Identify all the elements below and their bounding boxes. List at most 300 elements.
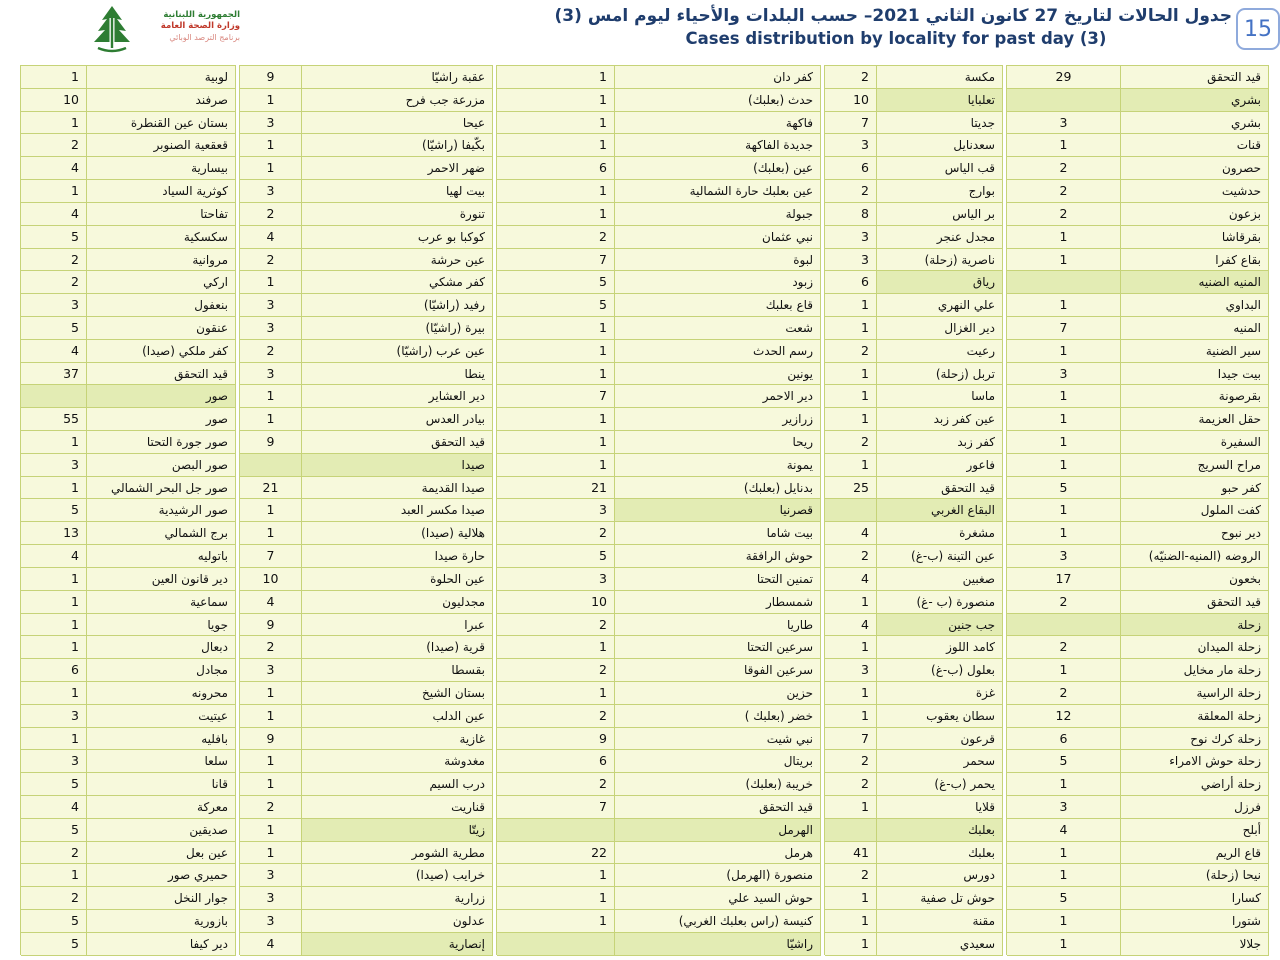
locality-name-cell: ماسا (877, 385, 1003, 408)
locality-name-cell: مكسة (877, 66, 1003, 89)
locality-name-cell: بيسارية (87, 157, 236, 180)
locality-name-cell: مزرعة جب فرح (302, 89, 493, 112)
case-count-cell: 41 (825, 842, 877, 865)
case-count-cell: 5 (497, 545, 615, 568)
case-count-cell: 3 (240, 363, 302, 386)
case-count-cell: 2 (21, 134, 87, 157)
case-count-cell: 2 (497, 705, 615, 728)
case-count-cell: 1 (1007, 249, 1121, 272)
case-count-cell: 1 (825, 317, 877, 340)
case-count-cell: 4 (21, 340, 87, 363)
case-count-cell: 2 (240, 249, 302, 272)
logo-text (140, 4, 240, 44)
case-count-cell: 7 (825, 728, 877, 751)
case-count-cell (240, 454, 302, 477)
locality-name-cell: قرعون (877, 728, 1003, 751)
locality-name-cell: بكّيفا (راشيّا) (302, 134, 493, 157)
case-count-cell: 1 (497, 317, 615, 340)
locality-name-cell: جب جنين (877, 614, 1003, 637)
case-count-cell: 7 (497, 385, 615, 408)
locality-name-cell: بيت شاما (615, 522, 821, 545)
locality-name-cell: مجدل عنجر (877, 226, 1003, 249)
locality-name-cell: هلالية (صيدا) (302, 522, 493, 545)
case-count-cell (21, 385, 87, 408)
case-count-cell: 5 (21, 933, 87, 956)
case-count-cell: 8 (825, 203, 877, 226)
locality-name-cell: بريتال (615, 750, 821, 773)
case-count-cell: 3 (240, 112, 302, 135)
case-count-cell: 1 (497, 682, 615, 705)
locality-name-cell: قناريت (302, 796, 493, 819)
case-count-cell: 3 (1007, 363, 1121, 386)
case-count-cell: 1 (1007, 454, 1121, 477)
locality-name-cell: مغدوشة (302, 750, 493, 773)
case-count-cell: 1 (497, 203, 615, 226)
case-count-cell: 1 (825, 636, 877, 659)
case-count-cell: 7 (1007, 317, 1121, 340)
case-count-cell: 2 (497, 522, 615, 545)
case-count-cell: 3 (497, 499, 615, 522)
case-count-cell: 6 (825, 157, 877, 180)
case-count-cell: 1 (825, 933, 877, 956)
case-count-cell: 2 (21, 249, 87, 272)
locality-name-cell: بقسطا (302, 659, 493, 682)
locality-name-cell: بر الياس (877, 203, 1003, 226)
locality-name-cell: السفيرة (1121, 431, 1269, 454)
locality-name-cell: سلعا (87, 750, 236, 773)
case-count-cell: 2 (1007, 203, 1121, 226)
case-count-cell: 4 (21, 157, 87, 180)
case-count-cell: 1 (497, 636, 615, 659)
case-count-cell (497, 933, 615, 956)
locality-name-cell: يمونة (615, 454, 821, 477)
locality-name-cell: قاع بعلبك (615, 294, 821, 317)
case-count-cell: 1 (1007, 226, 1121, 249)
locality-name-cell: قيد التحقق (1121, 591, 1269, 614)
case-count-cell: 1 (825, 682, 877, 705)
case-count-cell: 1 (21, 66, 87, 89)
case-count-cell: 29 (1007, 66, 1121, 89)
pair-table-4 (239, 65, 493, 955)
case-count-cell: 5 (497, 271, 615, 294)
locality-name-cell: عين التينة (ب-غ) (877, 545, 1003, 568)
locality-name-cell: هرمل (615, 842, 821, 865)
case-count-cell: 7 (825, 112, 877, 135)
case-count-cell: 1 (825, 887, 877, 910)
case-count-cell: 5 (21, 819, 87, 842)
locality-name-cell: جوار النخل (87, 887, 236, 910)
case-count-cell: 9 (240, 614, 302, 637)
locality-name-cell: فاكهة (615, 112, 821, 135)
case-count-cell: 1 (825, 910, 877, 933)
case-count-cell: 2 (497, 614, 615, 637)
report-title-block (554, 6, 1232, 48)
case-count-cell: 1 (1007, 408, 1121, 431)
case-count-cell: 1 (497, 864, 615, 887)
locality-name-cell: زرازير (615, 408, 821, 431)
locality-name-cell: عين حرشة (302, 249, 493, 272)
case-count-cell: 2 (1007, 636, 1121, 659)
locality-name-cell: إنصارية (302, 933, 493, 956)
locality-name-cell: منصورة (الهرمل) (615, 864, 821, 887)
case-count-cell: 3 (1007, 545, 1121, 568)
locality-name-cell: كفر مشكي (302, 271, 493, 294)
case-count-cell: 2 (497, 773, 615, 796)
case-count-cell: 1 (240, 682, 302, 705)
case-count-cell: 1 (21, 636, 87, 659)
locality-name-cell: رفيد (راشيّا) (302, 294, 493, 317)
case-count-cell: 4 (825, 522, 877, 545)
case-count-cell: 1 (240, 271, 302, 294)
case-count-cell: 7 (497, 796, 615, 819)
locality-name-cell: كفر ملكي (صيدا) (87, 340, 236, 363)
locality-name-cell: غازية (302, 728, 493, 751)
case-count-cell: 1 (497, 112, 615, 135)
locality-name-cell: بستان عين القنطرة (87, 112, 236, 135)
locality-name-cell: بشري (1121, 112, 1269, 135)
case-count-cell: 1 (825, 705, 877, 728)
case-count-cell: 3 (825, 226, 877, 249)
locality-name-cell: قيد التحقق (302, 431, 493, 454)
case-count-cell: 1 (21, 682, 87, 705)
locality-name-cell: زيتّا (302, 819, 493, 842)
locality-name-cell: شمسطار (615, 591, 821, 614)
locality-name-cell: بازورية (87, 910, 236, 933)
case-count-cell: 1 (1007, 659, 1121, 682)
locality-name-cell: قرية (صيدا) (302, 636, 493, 659)
locality-name-cell: حصرون (1121, 157, 1269, 180)
case-count-cell: 1 (21, 614, 87, 637)
case-count-cell: 2 (240, 340, 302, 363)
locality-name-cell: اركي (87, 271, 236, 294)
locality-name-cell: خرايب (صيدا) (302, 864, 493, 887)
locality-name-cell: عين الحلوة (302, 568, 493, 591)
locality-name-cell: حارة صيدا (302, 545, 493, 568)
case-count-cell: 1 (1007, 385, 1121, 408)
case-count-cell: 5 (1007, 750, 1121, 773)
locality-name-cell: بعلول (ب-غ) (877, 659, 1003, 682)
locality-name-cell: دير قانون العين (87, 568, 236, 591)
locality-name-cell: شعت (615, 317, 821, 340)
case-count-cell: 1 (497, 340, 615, 363)
locality-name-cell: فاعور (877, 454, 1003, 477)
district-header-cell: المنيه الضنيه (1121, 271, 1269, 294)
locality-name-cell: بخعون (1121, 568, 1269, 591)
case-count-cell: 3 (1007, 796, 1121, 819)
locality-name-cell: سرعين التحتا (615, 636, 821, 659)
locality-name-cell: زحلة المعلقة (1121, 705, 1269, 728)
case-count-cell: 3 (825, 249, 877, 272)
locality-name-cell: صغبين (877, 568, 1003, 591)
case-count-cell: 5 (21, 226, 87, 249)
case-count-cell: 1 (1007, 294, 1121, 317)
case-count-cell: 4 (240, 591, 302, 614)
case-count-cell: 9 (240, 431, 302, 454)
locality-name-cell: مراح السريج (1121, 454, 1269, 477)
locality-name-cell: كوكبا بو عرب (302, 226, 493, 249)
case-count-cell: 1 (240, 408, 302, 431)
locality-name-cell: معركة (87, 796, 236, 819)
case-count-cell: 6 (497, 157, 615, 180)
locality-name-cell: كفر زبد (877, 431, 1003, 454)
case-count-cell: 1 (1007, 910, 1121, 933)
case-count-cell: 2 (240, 203, 302, 226)
locality-name-cell: رعيت (877, 340, 1003, 363)
locality-name-cell: صور جل البحر الشمالي (87, 477, 236, 500)
case-count-cell: 1 (1007, 842, 1121, 865)
locality-name-cell: بافليه (87, 728, 236, 751)
locality-name-cell: عبرا (302, 614, 493, 637)
case-count-cell: 3 (240, 180, 302, 203)
case-count-cell: 1 (1007, 522, 1121, 545)
report-title-arabic: جدول الحالات لتاريخ 27 كانون الثاني 2021– حسب البلدات والأحياء ليوم امس (3) (554, 6, 1232, 26)
case-count-cell: 3 (240, 317, 302, 340)
case-count-cell: 1 (1007, 933, 1121, 956)
locality-name-cell: تمنين التحتا (615, 568, 821, 591)
case-count-cell (1007, 89, 1121, 112)
moph-logo (88, 4, 240, 56)
locality-name-cell: تعلبايا (877, 89, 1003, 112)
report-title-english: Cases distribution by locality for past day (3) (685, 29, 1107, 48)
locality-name-cell: قيد التحقق (87, 363, 236, 386)
locality-name-cell: عين الدلب (302, 705, 493, 728)
case-count-cell: 2 (825, 750, 877, 773)
locality-name-cell: طاريا (615, 614, 821, 637)
locality-name-cell: زحلة حوش الامراء (1121, 750, 1269, 773)
locality-name-cell: لبوة (615, 249, 821, 272)
case-count-cell: 6 (21, 659, 87, 682)
locality-name-cell: بيت لهيا (302, 180, 493, 203)
locality-name-cell: حدشيت (1121, 180, 1269, 203)
case-count-cell: 5 (1007, 477, 1121, 500)
locality-name-cell: جويا (87, 614, 236, 637)
locality-name-cell: صرفند (87, 89, 236, 112)
locality-name-cell: الروضه (المنيه-الضنيّه) (1121, 545, 1269, 568)
case-count-cell: 1 (825, 363, 877, 386)
case-count-cell: 7 (497, 249, 615, 272)
locality-name-cell: عيحا (302, 112, 493, 135)
case-count-cell: 1 (21, 568, 87, 591)
case-count-cell: 3 (497, 568, 615, 591)
case-count-cell: 10 (497, 591, 615, 614)
locality-name-cell: فرزل (1121, 796, 1269, 819)
case-count-cell: 4 (21, 203, 87, 226)
locality-name-cell: دير كيفا (87, 933, 236, 956)
case-count-cell: 3 (21, 750, 87, 773)
district-header-cell: الهرمل (615, 819, 821, 842)
district-header-cell: راشيّا (615, 933, 821, 956)
case-count-cell: 1 (240, 157, 302, 180)
logo-line-republic: الجمهورية اللبنانية (163, 10, 240, 20)
case-count-cell: 3 (240, 887, 302, 910)
case-count-cell: 1 (21, 477, 87, 500)
locality-name-cell: قصرنيا (615, 499, 821, 522)
case-count-cell: 1 (825, 591, 877, 614)
locality-name-cell: البداوي (1121, 294, 1269, 317)
case-count-cell: 2 (825, 66, 877, 89)
locality-name-cell: بيرة (راشيّا) (302, 317, 493, 340)
locality-name-cell: خريبة (بعلبك) (615, 773, 821, 796)
locality-name-cell: عين (بعلبك) (615, 157, 821, 180)
locality-name-cell: دير العشاير (302, 385, 493, 408)
locality-name-cell: عدلون (302, 910, 493, 933)
case-count-cell: 21 (240, 477, 302, 500)
case-count-cell: 6 (497, 750, 615, 773)
locality-name-cell: بستان الشيخ (302, 682, 493, 705)
case-count-cell: 13 (21, 522, 87, 545)
locality-name-cell: زرارية (302, 887, 493, 910)
locality-name-cell: كامد اللوز (877, 636, 1003, 659)
locality-name-cell: زحلة الميدان (1121, 636, 1269, 659)
case-count-cell: 1 (240, 773, 302, 796)
case-count-cell: 37 (21, 363, 87, 386)
case-count-cell: 1 (497, 408, 615, 431)
case-count-cell: 10 (21, 89, 87, 112)
case-count-cell: 1 (497, 887, 615, 910)
locality-name-cell: مجادل (87, 659, 236, 682)
case-count-cell: 1 (240, 842, 302, 865)
locality-name-cell: رسم الحدث (615, 340, 821, 363)
case-count-cell: 2 (240, 636, 302, 659)
locality-name-cell: ناصرية (زحلة) (877, 249, 1003, 272)
case-count-cell: 1 (21, 728, 87, 751)
case-count-cell: 3 (240, 659, 302, 682)
locality-name-cell: صور (87, 408, 236, 431)
locality-name-cell: سرعين الفوقا (615, 659, 821, 682)
district-header-cell: بعلبك (877, 819, 1003, 842)
locality-name-cell: قانا (87, 773, 236, 796)
case-count-cell: 1 (1007, 431, 1121, 454)
case-count-cell: 1 (825, 796, 877, 819)
locality-name-cell: سعيدي (877, 933, 1003, 956)
case-count-cell: 1 (1007, 134, 1121, 157)
case-count-cell: 2 (1007, 180, 1121, 203)
locality-name-cell: جبولة (615, 203, 821, 226)
locality-name-cell: حوش تل صفية (877, 887, 1003, 910)
locality-name-cell: مروانية (87, 249, 236, 272)
locality-name-cell: عين بعل (87, 842, 236, 865)
locality-name-cell: بدنايل (بعلبك) (615, 477, 821, 500)
locality-name-cell: كسارا (1121, 887, 1269, 910)
case-count-cell: 2 (825, 180, 877, 203)
case-count-cell: 3 (21, 705, 87, 728)
locality-name-cell: صديقين (87, 819, 236, 842)
page-number-badge: 15 (1236, 8, 1280, 50)
case-count-cell: 9 (497, 728, 615, 751)
case-count-cell: 1 (240, 385, 302, 408)
case-count-cell: 1 (497, 89, 615, 112)
case-count-cell: 2 (1007, 157, 1121, 180)
case-count-cell: 2 (1007, 591, 1121, 614)
case-count-cell: 1 (1007, 499, 1121, 522)
locality-name-cell: جديدة الفاكهة (615, 134, 821, 157)
locality-name-cell: قاع الريم (1121, 842, 1269, 865)
case-count-cell: 4 (1007, 819, 1121, 842)
case-count-cell: 2 (825, 864, 877, 887)
locality-name-cell: كوثرية السياد (87, 180, 236, 203)
district-header-cell: بشري (1121, 89, 1269, 112)
locality-name-cell: زبود (615, 271, 821, 294)
locality-name-cell: خضر (بعلبك ) (615, 705, 821, 728)
case-count-cell: 1 (497, 363, 615, 386)
locality-name-cell: بيت جيدا (1121, 363, 1269, 386)
case-count-cell: 2 (21, 271, 87, 294)
case-count-cell: 1 (21, 591, 87, 614)
locality-name-cell: شتورا (1121, 910, 1269, 933)
case-count-cell: 3 (21, 454, 87, 477)
case-count-cell: 1 (240, 499, 302, 522)
district-header-cell: صور (87, 385, 236, 408)
case-count-cell: 4 (21, 545, 87, 568)
case-count-cell: 2 (1007, 682, 1121, 705)
locality-name-cell: باتوليه (87, 545, 236, 568)
locality-name-cell: تفاحتا (87, 203, 236, 226)
locality-name-cell: زحلة مار مخايل (1121, 659, 1269, 682)
locality-name-cell: لوبية (87, 66, 236, 89)
locality-name-cell: سكسكية (87, 226, 236, 249)
locality-name-cell: ضهر الاحمر (302, 157, 493, 180)
locality-name-cell: عقبة راشيّا (302, 66, 493, 89)
locality-name-cell: دير نبوح (1121, 522, 1269, 545)
locality-name-cell: دير الغزال (877, 317, 1003, 340)
locality-name-cell: حميري صور (87, 864, 236, 887)
locality-name-cell: عين كفر زبد (877, 408, 1003, 431)
case-count-cell: 17 (1007, 568, 1121, 591)
locality-name-cell: صور الرشيدية (87, 499, 236, 522)
case-count-cell: 7 (240, 545, 302, 568)
locality-name-cell: ينطا (302, 363, 493, 386)
case-count-cell: 1 (497, 180, 615, 203)
cases-table (20, 65, 1275, 955)
locality-name-cell: قيد التحقق (615, 796, 821, 819)
locality-name-cell: غزة (877, 682, 1003, 705)
locality-name-cell: كنيسة (راس بعلبك الغربي) (615, 910, 821, 933)
locality-name-cell: زحلة الراسية (1121, 682, 1269, 705)
locality-name-cell: عين بعلبك حارة الشمالية (615, 180, 821, 203)
case-count-cell: 1 (497, 431, 615, 454)
locality-name-cell: حزين (615, 682, 821, 705)
case-count-cell: 22 (497, 842, 615, 865)
case-count-cell: 3 (825, 659, 877, 682)
case-count-cell: 2 (21, 842, 87, 865)
case-count-cell: 4 (240, 226, 302, 249)
case-count-cell: 4 (240, 933, 302, 956)
case-count-cell: 10 (825, 89, 877, 112)
case-count-cell: 2 (240, 796, 302, 819)
locality-name-cell: بزعون (1121, 203, 1269, 226)
case-count-cell: 5 (21, 773, 87, 796)
case-count-cell: 1 (825, 454, 877, 477)
locality-name-cell: علي النهري (877, 294, 1003, 317)
cedar-tree-icon (88, 4, 136, 56)
case-count-cell: 4 (21, 796, 87, 819)
case-count-cell: 1 (1007, 773, 1121, 796)
case-count-cell: 3 (1007, 112, 1121, 135)
case-count-cell: 1 (240, 705, 302, 728)
locality-name-cell: جلالا (1121, 933, 1269, 956)
case-count-cell: 1 (497, 910, 615, 933)
pair-table-5 (20, 65, 236, 955)
locality-name-cell: منصورة (ب -غ) (877, 591, 1003, 614)
locality-name-cell: بقرقاشا (1121, 226, 1269, 249)
case-count-cell (1007, 614, 1121, 637)
locality-name-cell: دير الاحمر (615, 385, 821, 408)
case-count-cell: 3 (21, 294, 87, 317)
case-count-cell: 1 (240, 750, 302, 773)
locality-name-cell: قيد التحقق (877, 477, 1003, 500)
case-count-cell (1007, 271, 1121, 294)
locality-name-cell: صيدا القديمة (302, 477, 493, 500)
